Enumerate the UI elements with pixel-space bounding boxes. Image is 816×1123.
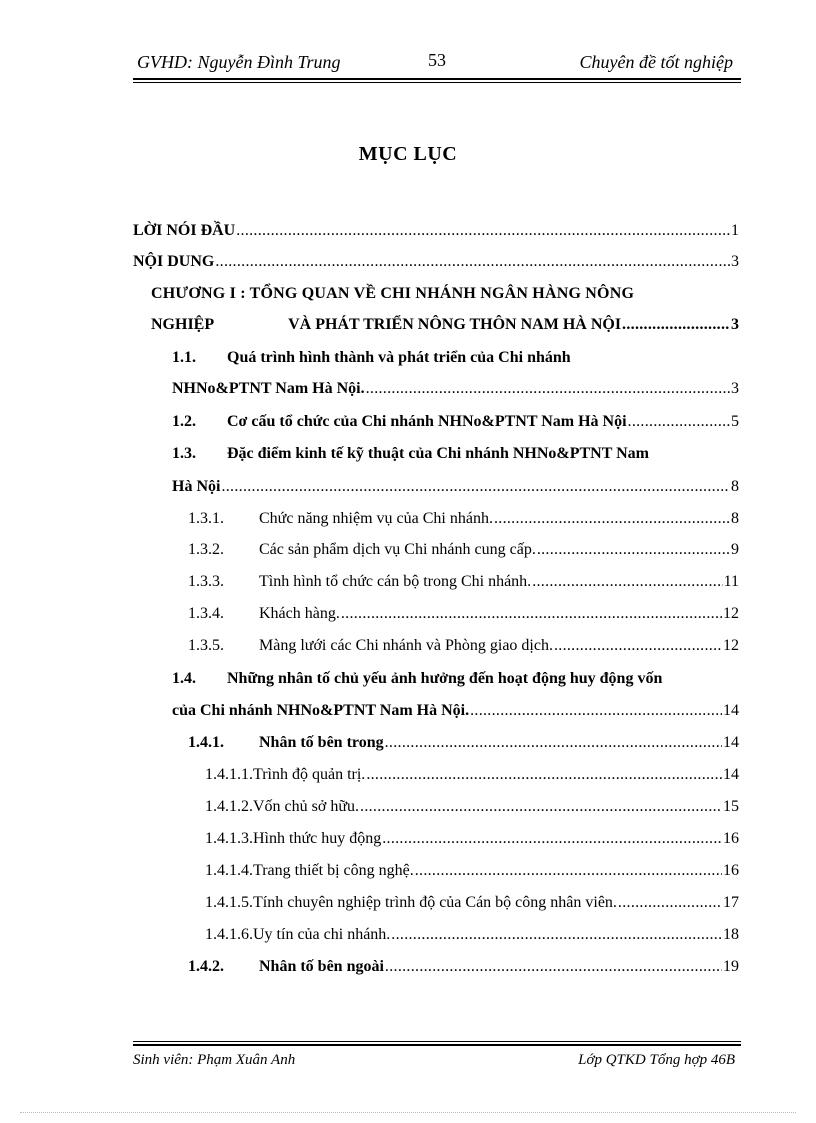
toc-leader [366, 380, 730, 398]
toc-page: 8 [731, 510, 739, 527]
toc-label: 1.4.1.3.Hình thức huy động [205, 830, 382, 847]
page-header [133, 52, 741, 76]
toc-page: 12 [723, 637, 739, 654]
toc-number: 1.4.2. [188, 958, 224, 975]
toc-leader [470, 702, 722, 720]
header-advisor: GVHD: Nguyễn Đình Trung [137, 52, 341, 72]
toc-number: 1.3.2. [188, 541, 224, 558]
toc-leader [382, 830, 722, 848]
toc-entry-1-4-1-1[interactable] [205, 766, 739, 784]
toc-label: Màng lưới các Chi nhánh và Phòng giao dịch. [259, 637, 553, 654]
toc-leader [341, 605, 722, 623]
toc-page: 5 [731, 413, 739, 430]
toc-label: Hà Nội [172, 478, 221, 495]
toc-number: 1.4. [172, 670, 196, 687]
toc-page: 16 [723, 862, 739, 879]
toc-entry-1-1[interactable] [172, 380, 739, 398]
toc-entry-1-3-3[interactable] [188, 573, 739, 591]
toc-entry-1-3-1[interactable] [188, 510, 739, 528]
toc-entry-1-3[interactable] [172, 478, 739, 496]
toc-label: 1.4.1.4.Trang thiết bị công nghệ. [205, 862, 414, 879]
toc-leader [494, 510, 730, 528]
toc-leader [360, 798, 722, 816]
toc-label: Tình hình tổ chức cán bộ trong Chi nhánh. [259, 573, 532, 590]
toc-page: 11 [723, 573, 739, 590]
toc-entry-1-3-4[interactable] [188, 605, 739, 623]
toc-label: 1.4.1.5.Tính chuyên nghiệp trình độ của Cán bộ công nhân viên. [205, 894, 617, 911]
toc-entry-1-4[interactable] [172, 702, 739, 720]
toc-page: 14 [723, 766, 739, 783]
toc-leader [215, 253, 730, 271]
toc-leader [391, 926, 722, 944]
toc-leader [554, 637, 722, 655]
header-doc-type: Chuyên đề tốt nghiệp [579, 52, 733, 72]
toc-leader [532, 573, 722, 591]
header-rule-thin [133, 82, 741, 83]
toc-page: 16 [723, 830, 739, 847]
toc-page: 17 [723, 894, 739, 911]
header-rule-thick [133, 78, 741, 80]
toc-label: Những nhân tố chủ yếu ảnh hưởng đến hoạt động huy động vốn [227, 670, 663, 687]
toc-page: 1 [731, 222, 739, 239]
toc-leader [618, 894, 722, 912]
toc-label: Đặc điểm kinh tế kỹ thuật của Chi nhánh NHNo&PTNT Nam [227, 445, 649, 462]
toc-entry-1-2[interactable] [172, 413, 739, 431]
toc-entry-1-4-1-4[interactable] [205, 862, 739, 880]
toc-leader [628, 413, 730, 431]
footer-class: Lớp QTKD Tổng hợp 46B [578, 1052, 735, 1068]
toc-label: LỜI NÓI ĐẦU [133, 222, 236, 239]
toc-label-cont: VÀ PHÁT TRIỂN NÔNG THÔN NAM HÀ NỘI [288, 316, 622, 333]
toc-label: NGHIỆP [151, 316, 215, 333]
toc-1-4-line1[interactable] [172, 670, 662, 688]
toc-entry-1-4-1-3[interactable] [205, 830, 739, 848]
header-page-number: 53 [428, 50, 446, 70]
toc-number: 1.3.1. [188, 510, 224, 527]
toc-1-1-line1[interactable] [172, 349, 571, 367]
toc-leader [622, 316, 730, 334]
toc-label: NHNo&PTNT Nam Hà Nội. [172, 380, 365, 397]
toc-entry-1-4-1-2[interactable] [205, 798, 739, 816]
page-title: MỤC LỤC [358, 143, 458, 165]
toc-entry-noi-dung[interactable] [133, 253, 739, 271]
footer-rule-thick [133, 1044, 741, 1046]
toc-label: Chức năng nhiệm vụ của Chi nhánh. [259, 510, 493, 527]
toc-entry-1-4-2[interactable] [188, 958, 739, 976]
toc-page: 18 [723, 926, 739, 943]
toc-entry-chapter1[interactable] [151, 316, 739, 334]
toc-label: Nhân tố bên ngoài [259, 958, 384, 975]
toc-number: 1.2. [172, 413, 196, 430]
toc-page: 15 [723, 798, 739, 815]
toc-label: Các sản phẩm dịch vụ Chi nhánh cung cấp. [259, 541, 536, 558]
footer-student: Sinh viên: Phạm Xuân Anh [133, 1052, 296, 1068]
toc-label: 1.4.1.1.Trình độ quản trị. [205, 766, 366, 783]
toc-entry-1-4-1-6[interactable] [205, 926, 739, 944]
toc-page: 9 [731, 541, 739, 558]
toc-page: 14 [723, 734, 739, 751]
toc-number: 1.3. [172, 445, 196, 462]
toc-entry-1-4-1-5[interactable] [205, 894, 739, 912]
toc-page: 12 [723, 605, 739, 622]
toc-leader [385, 734, 722, 752]
toc-page: 3 [731, 316, 739, 333]
toc-page: 3 [731, 380, 739, 397]
toc-leader [385, 958, 722, 976]
toc-page: 3 [731, 253, 739, 270]
toc-label: Quá trình hình thành và phát triển của Chi nhánh [227, 349, 571, 366]
toc-page: 14 [723, 702, 739, 719]
toc-label: NỘI DUNG [133, 253, 215, 270]
toc-1-3-line1[interactable] [172, 445, 649, 463]
toc-leader [366, 766, 722, 784]
toc-leader [236, 222, 730, 240]
toc-label: Cơ cấu tổ chức của Chi nhánh NHNo&PTNT Nam Hà Nội [227, 413, 627, 430]
toc-label: Nhân tố bên trong [259, 734, 384, 751]
footer-rule-thin [133, 1041, 741, 1042]
toc-entry-1-3-2[interactable] [188, 541, 739, 559]
toc-chapter1-line1[interactable]: CHƯƠNG I : TỔNG QUAN VỀ CHI NHÁNH NGÂN HÀNG NÔNG [151, 285, 635, 302]
toc-entry-loi-noi-dau[interactable] [133, 222, 739, 240]
toc-page: 8 [731, 478, 739, 495]
toc-label: 1.4.1.2.Vốn chủ sở hữu. [205, 798, 360, 815]
toc-leader [415, 862, 722, 880]
toc-number: 1.3.3. [188, 573, 224, 590]
toc-label: của Chi nhánh NHNo&PTNT Nam Hà Nội. [172, 702, 470, 719]
toc-label: Khách hàng. [259, 605, 340, 622]
toc-leader [221, 478, 730, 496]
page-edge-divider [20, 1112, 796, 1113]
toc-number: 1.1. [172, 349, 196, 366]
toc-number: 1.3.4. [188, 605, 224, 622]
toc-number: 1.3.5. [188, 637, 224, 654]
toc-entry-1-4-1[interactable] [188, 734, 739, 752]
toc-number: 1.4.1. [188, 734, 224, 751]
toc-leader [537, 541, 730, 559]
toc-label: 1.4.1.6.Uy tín của chi nhánh. [205, 926, 391, 943]
toc-entry-1-3-5[interactable] [188, 637, 739, 655]
toc-page: 19 [723, 958, 739, 975]
